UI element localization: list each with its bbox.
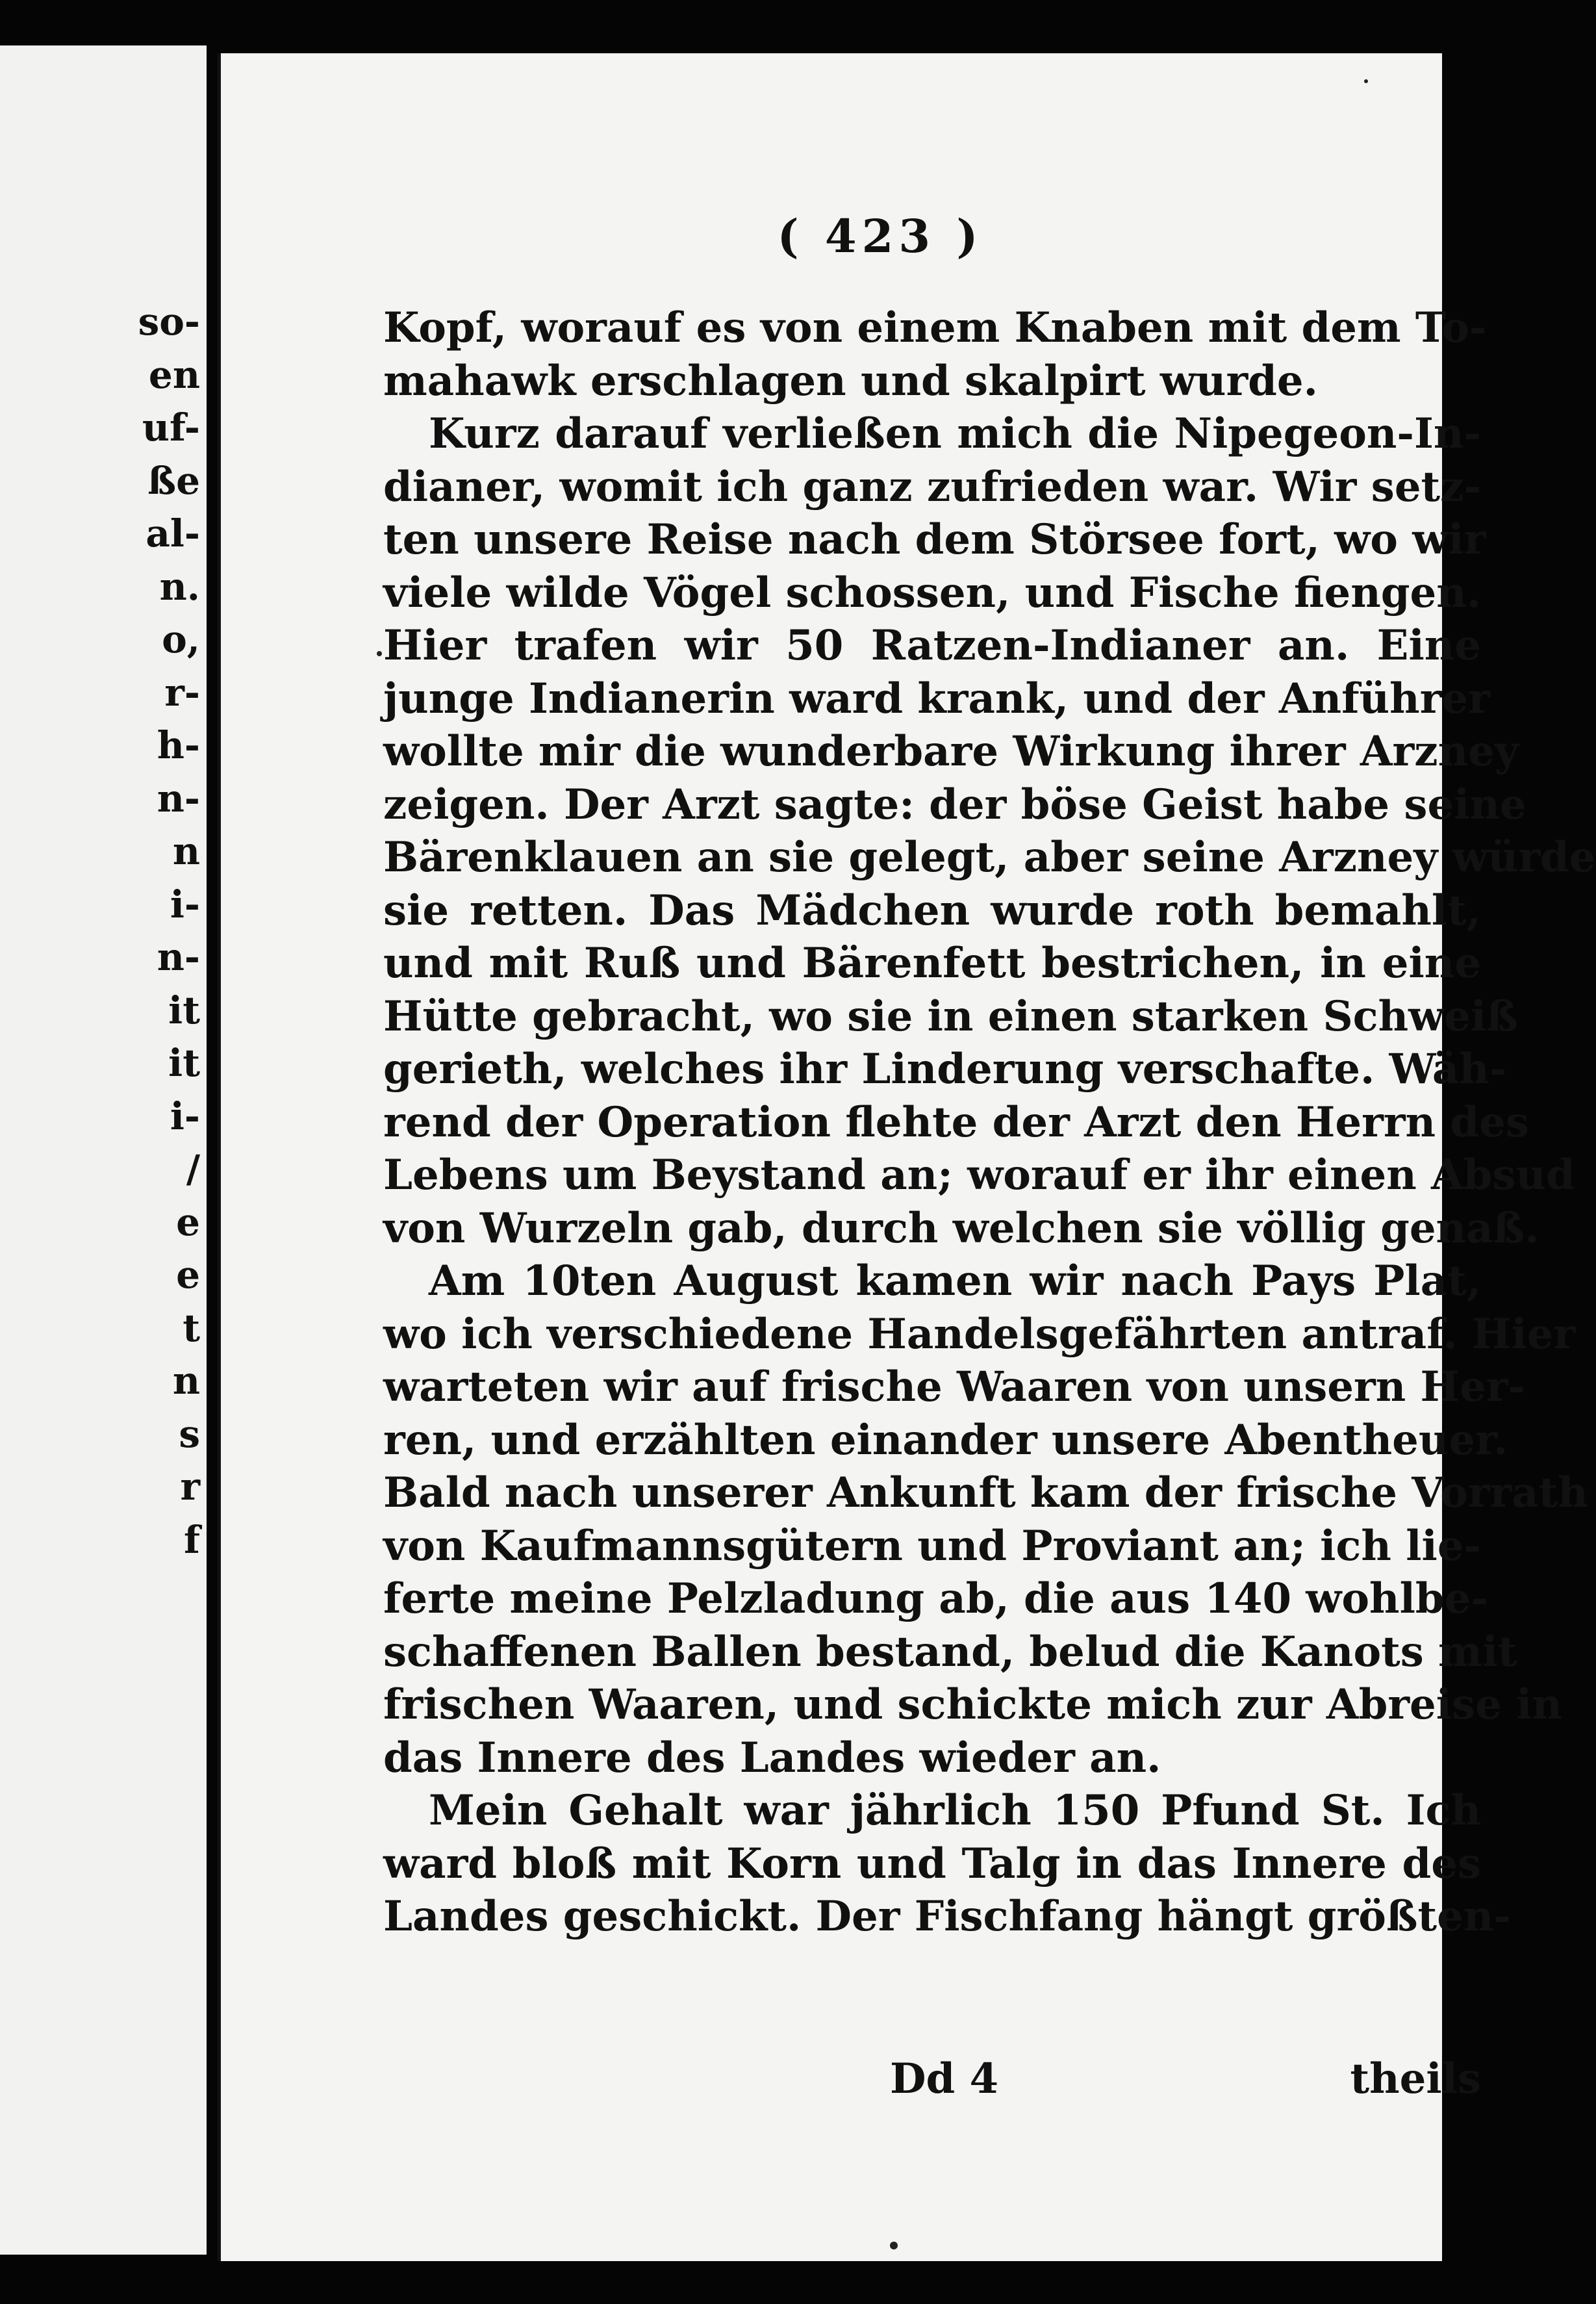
left-fragment-line: n- bbox=[157, 935, 200, 979]
text-line: gerieth, welches ihr Linderung verschafte. Wäh- bbox=[383, 1045, 1507, 1094]
left-fragment-line: t bbox=[183, 1305, 200, 1350]
text-line: von Kaufmannsgütern und Proviant an; ich lie- bbox=[383, 1521, 1482, 1570]
page-body-text bbox=[383, 301, 1596, 1943]
text-line: Kurz darauf verließen mich die Nipegeon-In- bbox=[429, 409, 1481, 458]
left-fragment-line: r bbox=[180, 1465, 200, 1509]
left-fragment-line: uf- bbox=[142, 405, 200, 450]
left-fragment-line: s bbox=[179, 1411, 200, 1456]
text-line: ren, und erzählten einander unsere Abentheuer. bbox=[383, 1415, 1508, 1465]
left-fragment-line: al- bbox=[146, 511, 200, 556]
text-line: Lebens um Beystand an; worauf er ihr einen Absud bbox=[383, 1151, 1575, 1199]
text-line: rend der Operation flehte der Arzt den Herrn des bbox=[383, 1097, 1529, 1147]
left-page-line-ends bbox=[138, 296, 200, 1567]
ink-speck bbox=[1364, 79, 1368, 83]
text-line: schaffenen Ballen bestand, belud die Kanots mit bbox=[383, 1627, 1517, 1676]
left-fragment-line: e bbox=[176, 1199, 200, 1244]
left-fragment-line: ße bbox=[147, 458, 200, 503]
book-page bbox=[218, 53, 1596, 2261]
text-line: Bald nach unserer Ankunft kam der frische Vorrath bbox=[383, 1468, 1588, 1517]
text-line: mahawk erschlagen und skalpirt wurde. bbox=[383, 356, 1318, 405]
signature-mark: Dd 4 bbox=[890, 2054, 999, 2103]
text-line: Mein Gehalt war jährlich 150 Pfund St. Ich bbox=[429, 1786, 1481, 1835]
text-line: Landes geschickt. Der Fischfang hängt größten- bbox=[383, 1892, 1511, 1941]
left-fragment-line: n bbox=[172, 829, 200, 873]
ink-speck bbox=[377, 651, 382, 656]
left-fragment-line: r- bbox=[164, 670, 200, 715]
left-fragment-line: f bbox=[184, 1517, 200, 1562]
page-number: ( 423 ) bbox=[777, 209, 983, 263]
left-fragment-line: n bbox=[172, 1359, 200, 1403]
text-line: junge Indianerin ward krank, und der Anführer bbox=[383, 674, 1490, 723]
text-line: wollte mir die wunderbare Wirkung ihrer Arzney bbox=[383, 727, 1519, 776]
text-line: wo ich verschiedene Handelsgefährten antraf. Hier bbox=[383, 1309, 1576, 1359]
left-fragment-line: n- bbox=[157, 776, 200, 821]
text-line: zeigen. Der Arzt sagte: der böse Geist habe seine bbox=[383, 780, 1526, 829]
text-line: viele wilde Vögel schossen, und Fische fiengen. bbox=[383, 568, 1482, 617]
text-line: ward bloß mit Korn und Talg in das Innere des bbox=[383, 1839, 1481, 1888]
text-line: ten unsere Reise nach dem Störsee fort, wo wir bbox=[383, 515, 1486, 564]
text-line: warteten wir auf frische Waaren von unsern Her- bbox=[383, 1363, 1525, 1411]
left-fragment-line: / bbox=[186, 1147, 200, 1191]
left-fragment-line: o, bbox=[162, 617, 200, 661]
ink-speck bbox=[890, 2242, 898, 2249]
left-fragment-line: e bbox=[176, 1253, 200, 1297]
text-line: Kopf, worauf es von einem Knaben mit dem To- bbox=[383, 303, 1487, 352]
text-line: und mit Ruß und Bärenfett bestrichen, in eine bbox=[383, 939, 1481, 988]
left-page-fragment bbox=[0, 45, 207, 2255]
text-line: das Innere des Landes wieder an. bbox=[383, 1733, 1161, 1782]
left-fragment-line: n. bbox=[159, 564, 200, 609]
text-line: Am 10ten August kamen wir nach Pays Plat, bbox=[429, 1257, 1481, 1305]
page-footer bbox=[383, 2054, 1481, 2113]
text-line: Bärenklauen an sie gelegt, aber seine Arzney würde bbox=[383, 833, 1596, 882]
text-line: dianer, womit ich ganz zufrieden war. Wir setz- bbox=[383, 462, 1481, 511]
left-fragment-line: it bbox=[168, 988, 200, 1032]
text-line: Hier trafen wir 50 Ratzen-Indianer an. Eine bbox=[383, 621, 1481, 670]
text-line: Hütte gebracht, wo sie in einen starken Schweiß bbox=[383, 992, 1518, 1041]
left-fragment-line: it bbox=[168, 1041, 200, 1085]
text-line: ferte meine Pelzladung ab, die aus 140 wohlbe- bbox=[383, 1574, 1488, 1623]
left-fragment-line: h- bbox=[157, 723, 200, 767]
text-line: frischen Waaren, und schickte mich zur Abreise in bbox=[383, 1680, 1562, 1729]
left-fragment-line: i- bbox=[170, 882, 200, 927]
left-fragment-line: i- bbox=[170, 1094, 200, 1138]
text-line: von Wurzeln gab, durch welchen sie völlig genaß. bbox=[383, 1203, 1539, 1253]
catchword: theils bbox=[1350, 2054, 1481, 2103]
left-fragment-line: so- bbox=[138, 300, 200, 344]
text-line: sie retten. Das Mädchen wurde roth bemahlt, bbox=[383, 886, 1481, 935]
left-fragment-line: en bbox=[148, 352, 200, 397]
